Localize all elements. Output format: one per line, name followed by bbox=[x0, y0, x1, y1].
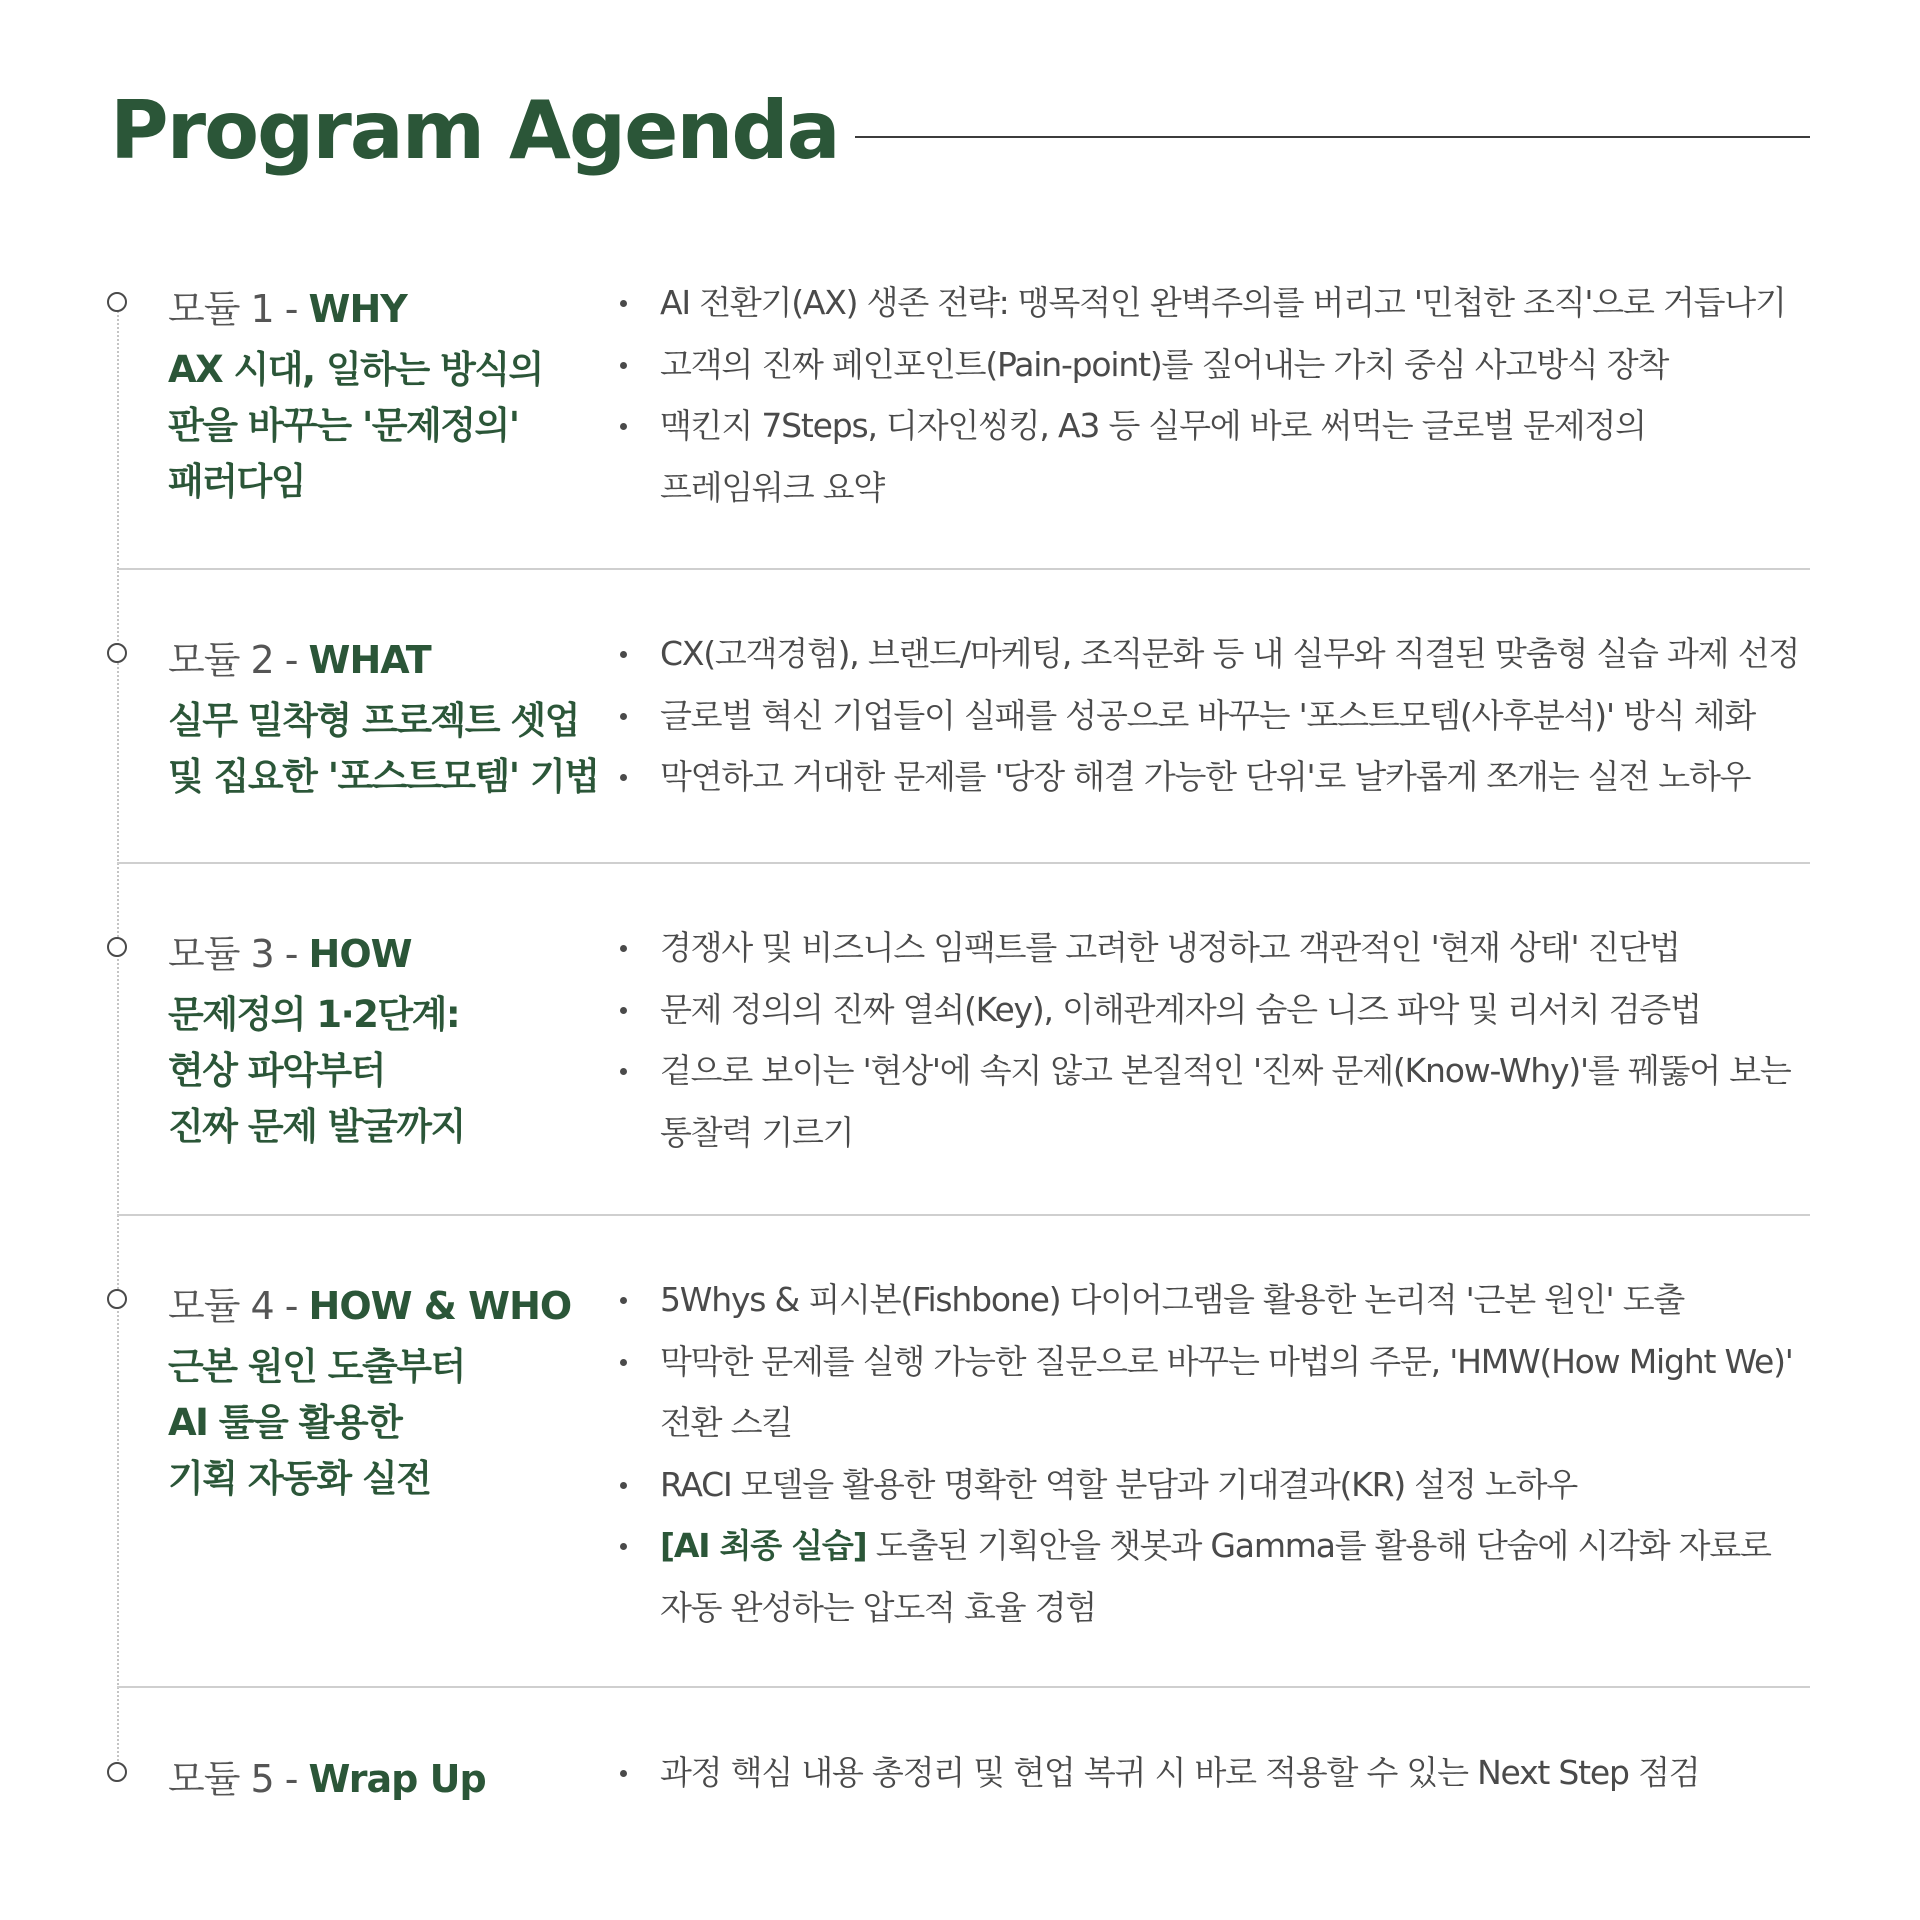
bullet-dot-icon bbox=[620, 1359, 627, 1366]
bullet-item bbox=[620, 685, 1820, 747]
bullet-dot-icon bbox=[620, 300, 627, 307]
bullet-text: 맥킨지 7Steps, 디자인씽킹, A3 등 실무에 바로 써먹는 글로벌 문제정의 프레임워크 요약 bbox=[660, 406, 1646, 507]
module-keyword: HOW & WHO bbox=[308, 1284, 572, 1328]
module-bullets bbox=[620, 1742, 1820, 1804]
module-bullets bbox=[620, 1269, 1820, 1638]
bullet-dot-icon bbox=[620, 1068, 627, 1075]
bullet-dot-icon bbox=[620, 1770, 627, 1777]
bullet-item bbox=[620, 1269, 1820, 1331]
timeline-dot bbox=[107, 937, 127, 957]
bullet-item bbox=[620, 979, 1820, 1041]
module-keyword: WHY bbox=[308, 287, 407, 331]
module-title: 실무 밀착형 프로젝트 셋업 및 집요한 '포스트모템' 기법 bbox=[168, 699, 599, 798]
bullet-dot-icon bbox=[620, 774, 627, 781]
module-label bbox=[168, 923, 412, 978]
bullet-text: AI 전환기(AX) 생존 전략: 맹목적인 완벽주의를 버리고 '민첩한 조직'으로 거듭나기 bbox=[660, 283, 1786, 322]
module-bullets bbox=[620, 272, 1820, 518]
bullet-dot-icon bbox=[620, 945, 627, 952]
bullet-item bbox=[620, 1742, 1820, 1804]
module-title: 근본 원인 도출부터 AI 툴을 활용한 기획 자동화 실전 bbox=[168, 1345, 465, 1500]
bullet-text: 과정 핵심 내용 총정리 및 현업 복귀 시 바로 적용할 수 있는 Next Step 점검 bbox=[660, 1753, 1700, 1792]
module-keyword: HOW bbox=[308, 932, 412, 976]
bullet-text: 경쟁사 및 비즈니스 임팩트를 고려한 냉정하고 객관적인 '현재 상태' 진단법 bbox=[660, 928, 1680, 967]
module-divider bbox=[117, 568, 1810, 570]
page-header bbox=[110, 80, 1810, 180]
bullet-dot-icon bbox=[620, 423, 627, 430]
bullet-item bbox=[620, 395, 1820, 518]
module-bullets bbox=[620, 623, 1820, 808]
bullet-text: 막연하고 거대한 문제를 '당장 해결 가능한 단위'로 날카롭게 쪼개는 실전 노하우 bbox=[660, 757, 1751, 796]
bullet-item bbox=[620, 334, 1820, 396]
bullet-text: 막막한 문제를 실행 가능한 질문으로 바꾸는 마법의 주문, 'HMW(How Might We)' 전환 스킬 bbox=[660, 1341, 1793, 1442]
bullet-dot-icon bbox=[620, 713, 627, 720]
bullet-text: 겉으로 보이는 '현상'에 속지 않고 본질적인 '진짜 문제(Know-Why)'를 꿰뚫어 보는 통찰력 기르기 bbox=[660, 1051, 1791, 1152]
module-divider bbox=[117, 1214, 1810, 1216]
bullet-dot-icon bbox=[620, 1482, 627, 1489]
bullet-text: 도출된 기획안을 챗봇과 Gamma를 활용해 단숨에 시각화 자료로 자동 완성하는 압도적 효율 경험 bbox=[660, 1526, 1771, 1627]
module-keyword: Wrap Up bbox=[308, 1757, 486, 1801]
timeline-dot bbox=[107, 292, 127, 312]
timeline-line bbox=[117, 300, 119, 1780]
module-title: AX 시대, 일하는 방식의 판을 바꾸는 '문제정의' 패러다임 bbox=[168, 348, 543, 503]
bullet-item bbox=[620, 746, 1820, 808]
bullet-text: 문제 정의의 진짜 열쇠(Key), 이해관계자의 숨은 니즈 파악 및 리서치 검증법 bbox=[660, 989, 1701, 1029]
module-bullets bbox=[620, 917, 1820, 1163]
module-label bbox=[168, 1275, 571, 1330]
timeline-dot bbox=[107, 1289, 127, 1309]
bullet-item bbox=[620, 623, 1820, 685]
module-label bbox=[168, 629, 431, 684]
title-rule bbox=[855, 136, 1810, 138]
bullet-dot-icon bbox=[620, 651, 627, 658]
timeline-dot bbox=[107, 643, 127, 663]
module-number: 모듈 4 - bbox=[168, 1284, 309, 1328]
bullet-item bbox=[620, 1040, 1820, 1163]
bullet-text: 글로벌 혁신 기업들이 실패를 성공으로 바꾸는 '포스트모템(사후분석)' 방식 체화 bbox=[660, 695, 1756, 735]
bullet-item bbox=[620, 272, 1820, 334]
page-title: Program Agenda bbox=[110, 83, 839, 177]
bullet-dot-icon bbox=[620, 1297, 627, 1304]
bullet-dot-icon bbox=[620, 362, 627, 369]
bullet-dot-icon bbox=[620, 1007, 627, 1014]
bullet-item bbox=[620, 1515, 1820, 1638]
module-label bbox=[168, 1748, 486, 1803]
bullet-text: 5Whys & 피시본(Fishbone) 다이어그램을 활용한 논리적 '근본 원인' 도출 bbox=[660, 1280, 1685, 1319]
module-title: 문제정의 1·2단계: 현상 파악부터 진짜 문제 발굴까지 bbox=[168, 993, 465, 1148]
module-divider bbox=[117, 862, 1810, 864]
bullet-text: 고객의 진짜 페인포인트(Pain-point)를 짚어내는 가치 중심 사고방식 장착 bbox=[660, 344, 1669, 384]
bullet-item bbox=[620, 1331, 1820, 1454]
module-label bbox=[168, 278, 407, 333]
module-number: 모듈 1 - bbox=[168, 287, 309, 331]
timeline-dot bbox=[107, 1762, 127, 1782]
bullet-text: CX(고객경험), 브랜드/마케팅, 조직문화 등 내 실무와 직결된 맞춤형 실습 과제 선정 bbox=[660, 634, 1800, 673]
module-number: 모듈 3 - bbox=[168, 932, 309, 976]
bullet-item bbox=[620, 1454, 1820, 1516]
bullet-dot-icon bbox=[620, 1543, 627, 1550]
bullet-highlight: [AI 최종 실습] bbox=[660, 1526, 867, 1565]
bullet-text: RACI 모델을 활용한 명확한 역할 분담과 기대결과(KR) 설정 노하우 bbox=[660, 1464, 1577, 1504]
module-divider bbox=[117, 1686, 1810, 1688]
bullet-item bbox=[620, 917, 1820, 979]
module-number: 모듈 2 - bbox=[168, 638, 309, 682]
module-keyword: WHAT bbox=[308, 638, 431, 682]
module-number: 모듈 5 - bbox=[168, 1757, 309, 1801]
